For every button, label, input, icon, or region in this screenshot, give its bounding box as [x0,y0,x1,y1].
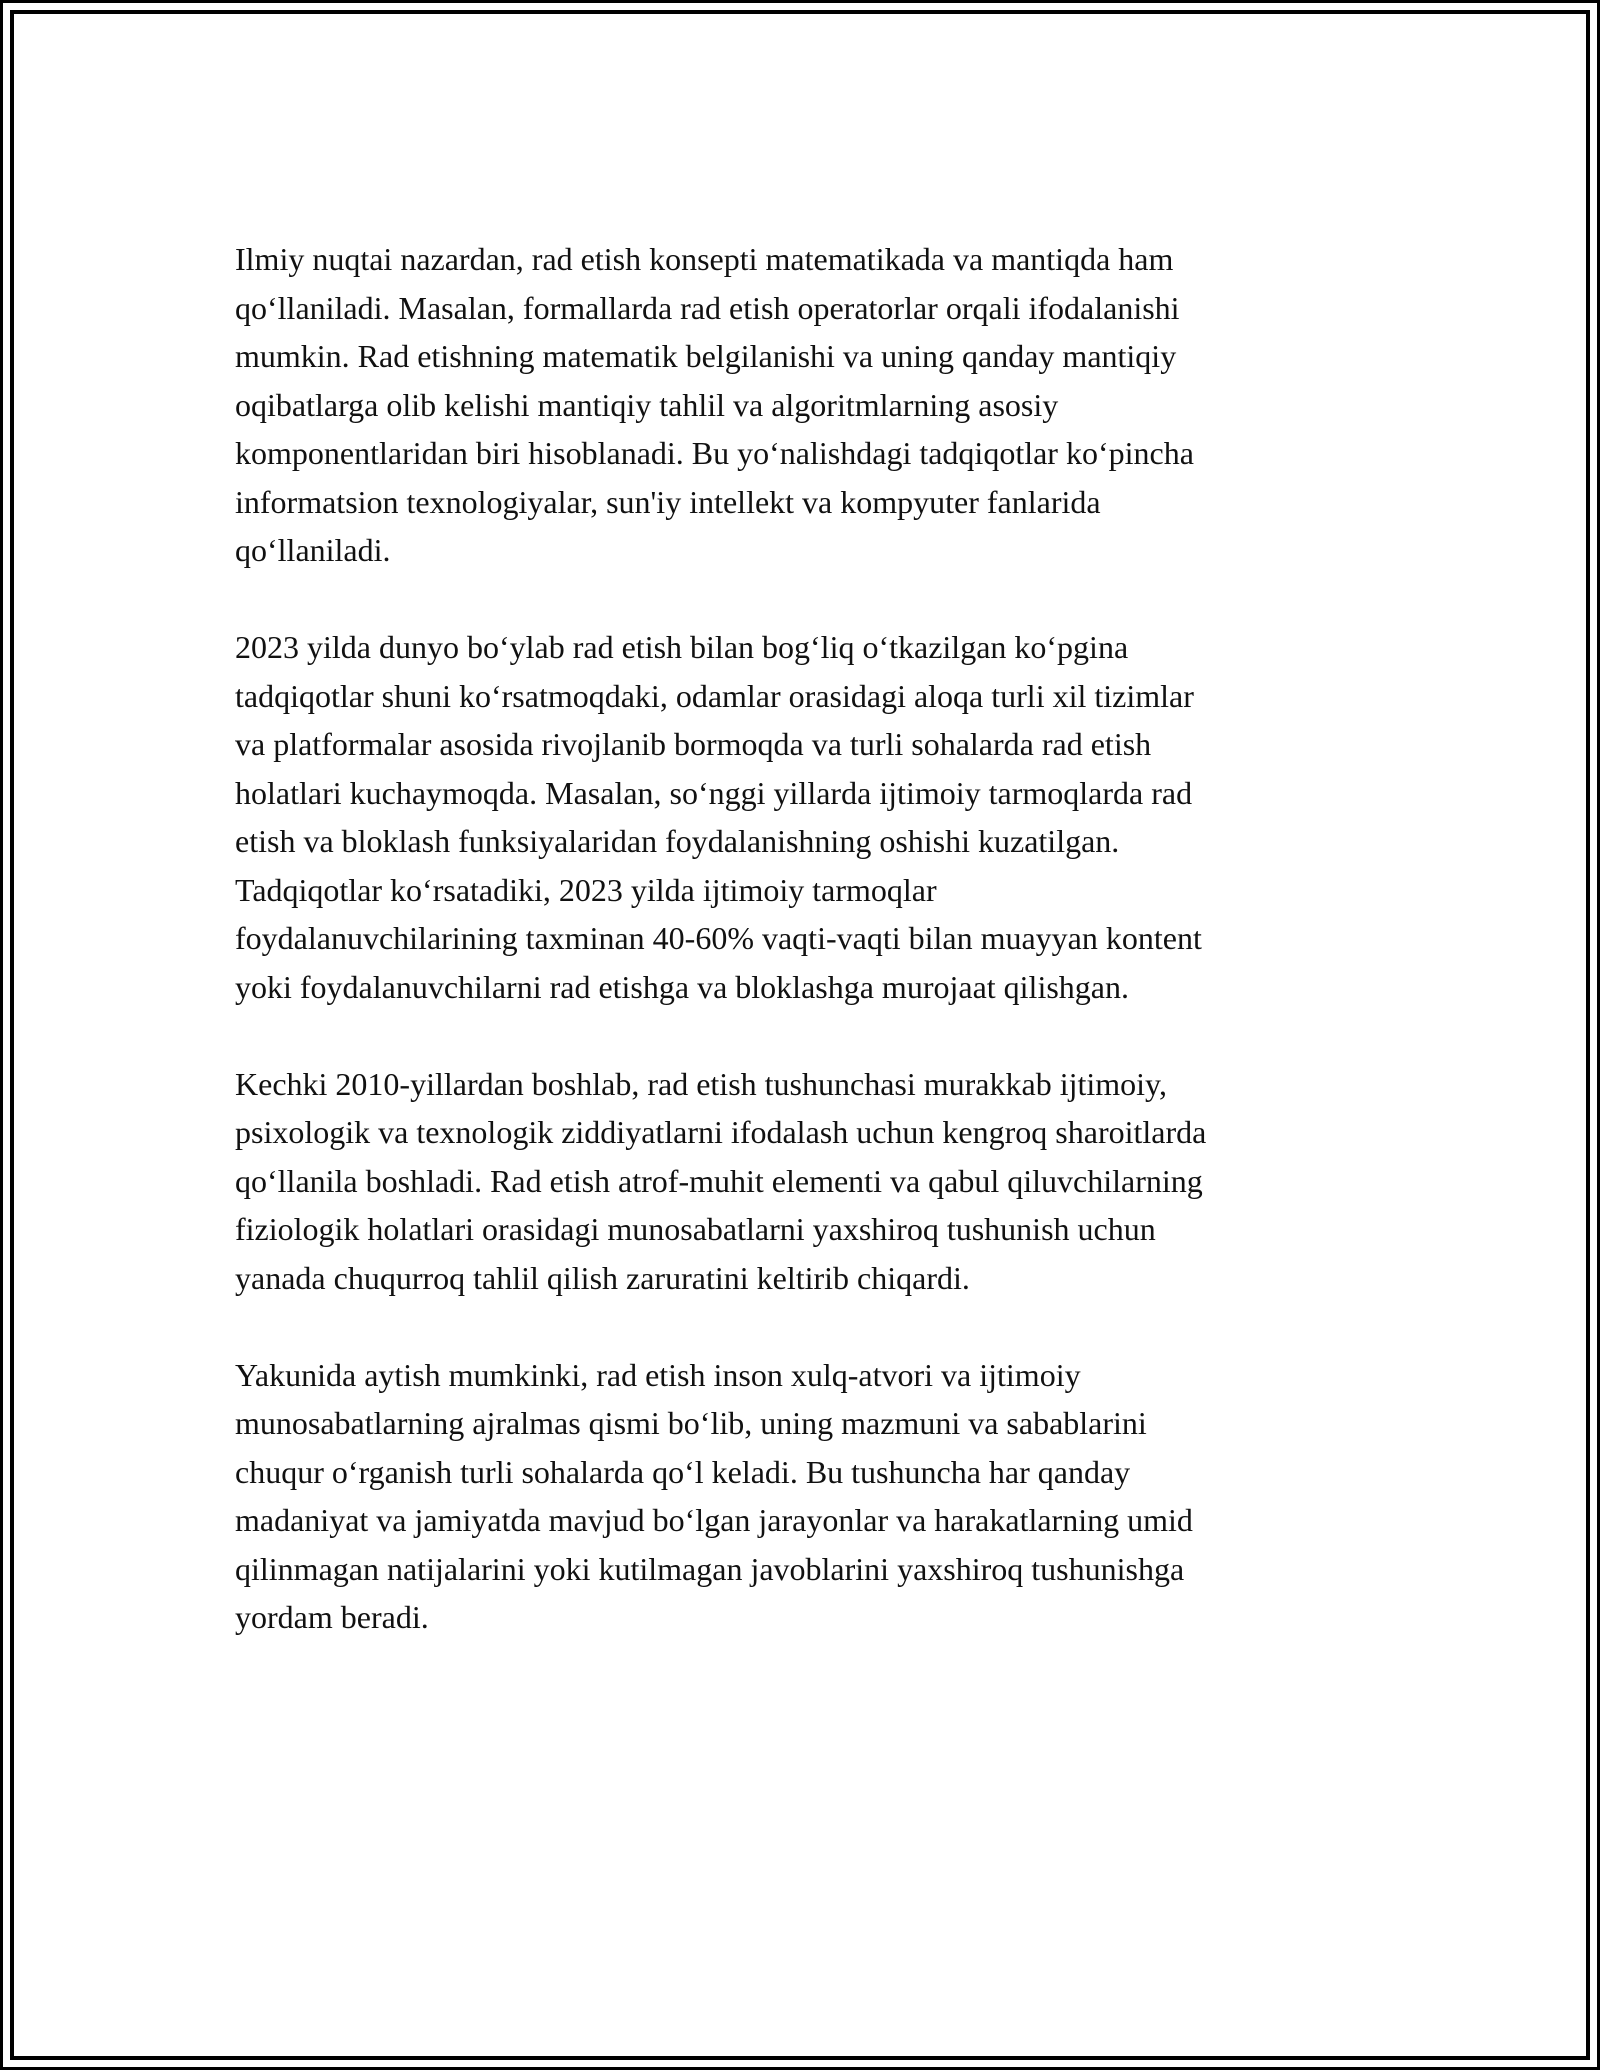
paragraph-2: 2023 yilda dunyo bo‘ylab rad etish bilan bog‘liq o‘tkazilgan ko‘pgina tadqiqotlar shuni ko‘rsatmoqdaki, odamlar orasidagi aloqa turli xil tizimlar va platformalar asosida rivojlanib bormoqda va turli sohalarda rad etish holatlari kuchaymoqda. Masalan, so‘nggi yillarda ijtimoiy tarmoqlarda rad etish va bloklash funksiyalaridan foydalanishning oshishi kuzatilgan. Tadqiqotlar ko‘rsatadiki, 2023 yilda ijtimoiy tarmoqlar foydalanuvchilarining taxminan 40-60% vaqti-vaqti bilan muayyan kontent yoki foydalanuvchilarni rad etishga va bloklashga murojaat qilishgan. [235,629,1202,1005]
paragraph-1: Ilmiy nuqtai nazardan, rad etish konsepti matematikada va mantiqda ham qo‘llaniladi. Masalan, formallarda rad etish operatorlar orqali ifodalanishi mumkin. Rad etishning matematik belgilanishi va uning qanday mantiqiy oqibatlarga olib kelishi mantiqiy tahlil va algoritmlarning asosiy komponentlaridan biri hisoblanadi. Bu yo‘nalishdagi tadqiqotlar ko‘pincha informatsion texnologiyalar, sun'iy intellekt va kompyuter fanlarida qo‘llaniladi. [235,241,1194,568]
paragraph-4: Yakunida aytish mumkinki, rad etish inson xulq-atvori va ijtimoiy munosabatlarning ajralmas qismi bo‘lib, uning mazmuni va sabablarini chuqur o‘rganish turli sohalarda qo‘l keladi. Bu tushuncha har qanday madaniyat va jamiyatda mavjud bo‘lgan jarayonlar va harakatlarning umid qilinmagan natijalarini yoki kutilmagan javoblarini yaxshiroq tushunishga yordam beradi. [235,1356,1193,1635]
document-body [235,235,1375,1690]
paragraph-3: Kechki 2010-yillardan boshlab, rad etish tushunchasi murakkab ijtimoiy, psixologik va texnologik ziddiyatlarni ifodalash uchun kengroq sharoitlarda qo‘llanila boshladi. Rad etish atrof-muhit elementi va qabul qiluvchilarning fiziologik holatlari orasidagi munosabatlarni yaxshiroq tushunish uchun yanada chuqurroq tahlil qilish zaruratini keltirib chiqardi. [235,1065,1207,1296]
